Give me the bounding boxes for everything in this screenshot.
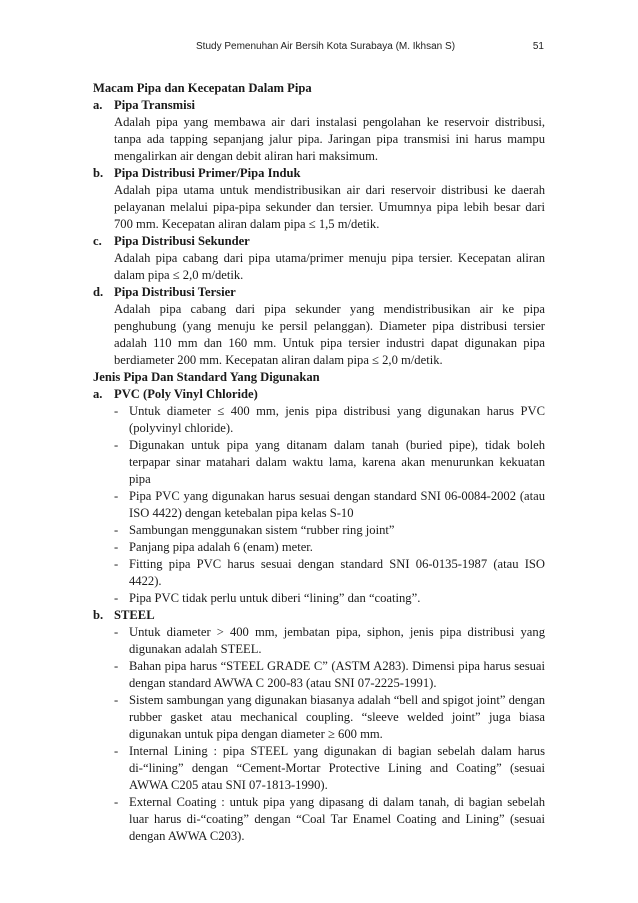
- pipe-item-distribusi-primer: [93, 165, 545, 233]
- item-label: b.: [93, 608, 104, 622]
- section-heading-pipe-types-velocity: Macam Pipa dan Kecepatan Dalam Pipa: [93, 81, 312, 95]
- bullet-dash: -: [114, 659, 119, 673]
- list-item: [114, 794, 545, 845]
- list-item: [114, 658, 545, 692]
- list-item-text: Fitting pipa PVC harus sesuai dengan standard SNI 06-0135-1987 (atau ISO 4422).: [129, 557, 545, 588]
- list-item-text: Untuk diameter > 400 mm, jembatan pipa, siphon, jenis pipa distribusi yang digunakan adalah STEEL.: [129, 625, 545, 656]
- item-paragraph: Adalah pipa yang membawa air dari instalasi pengolahan ke reservoir distribusi, tanpa ada tapping sepanjang jalur pipa. Jaringan pipa transmisi ini harus mampu mengalirkan air dengan debit aliran hari maksimum.: [114, 115, 545, 163]
- pipe-item-transmisi: [93, 97, 545, 165]
- list-item-text: Pipa PVC tidak perlu untuk diberi “lining” dan “coating”.: [129, 591, 421, 605]
- page-number: 51: [532, 41, 544, 52]
- list-item-text: Panjang pipa adalah 6 (enam) meter.: [129, 540, 313, 554]
- item-label: a.: [93, 387, 103, 401]
- page-body: [93, 80, 545, 845]
- bullet-dash: -: [114, 438, 119, 452]
- bullet-dash: -: [114, 489, 119, 503]
- item-paragraph: Adalah pipa cabang dari pipa utama/primer menuju pipa tersier. Kecepatan aliran dalam pipa ≤ 2,0 m/detik.: [114, 251, 545, 282]
- item-title: Pipa Distribusi Sekunder: [114, 234, 250, 248]
- pipe-type-pvc: [93, 386, 545, 607]
- item-title: Pipa Distribusi Primer/Pipa Induk: [114, 166, 301, 180]
- bullet-dash: -: [114, 625, 119, 639]
- pipe-type-steel: [93, 607, 545, 845]
- item-label: b.: [93, 166, 104, 180]
- list-item: [114, 522, 545, 539]
- steel-bullet-list: [93, 624, 545, 845]
- list-item-text: Sambungan menggunakan sistem “rubber ring joint”: [129, 523, 395, 537]
- bullet-dash: -: [114, 693, 119, 707]
- list-item: [114, 590, 545, 607]
- list-item: [114, 539, 545, 556]
- list-item-text: Untuk diameter ≤ 400 mm, jenis pipa distribusi yang digunakan harus PVC (polyvinyl chloride).: [129, 404, 545, 435]
- bullet-dash: -: [114, 795, 119, 809]
- bullet-dash: -: [114, 523, 119, 537]
- section-heading-pipe-standards: Jenis Pipa Dan Standard Yang Digunakan: [93, 370, 320, 384]
- bullet-dash: -: [114, 744, 119, 758]
- list-item: [114, 624, 545, 658]
- list-item-text: Sistem sambungan yang digunakan biasanya adalah “bell and spigot joint” dengan rubber gasket atau mechanical coupling. “sleeve welded joint” juga biasa digunakan untuk pipa dengan diameter ≥ 600 mm.: [129, 693, 545, 741]
- bullet-dash: -: [114, 591, 119, 605]
- item-label: c.: [93, 234, 102, 248]
- item-title: PVC (Poly Vinyl Chloride): [114, 387, 258, 401]
- pvc-bullet-list: [93, 403, 545, 607]
- item-title: Pipa Transmisi: [114, 98, 196, 112]
- pipe-item-distribusi-tersier: [93, 284, 545, 369]
- list-item: [114, 556, 545, 590]
- list-item-text: External Coating : untuk pipa yang dipasang di dalam tanah, di bagian sebelah luar harus di-“coating” dengan “Coal Tar Enamel Coating and Lining” (sesuai dengan AWWA C203).: [129, 795, 545, 843]
- list-item: [114, 692, 545, 743]
- bullet-dash: -: [114, 557, 119, 571]
- list-item-text: Bahan pipa harus “STEEL GRADE C” (ASTM A283). Dimensi pipa harus sesuai dengan standard AWWA C 200-83 (atau SNI 07-2225-1991).: [129, 659, 545, 690]
- list-item-text: Pipa PVC yang digunakan harus sesuai dengan standard SNI 06-0084-2002 (atau ISO 4422) dengan ketebalan pipa kelas S-10: [129, 489, 545, 520]
- item-title: Pipa Distribusi Tersier: [114, 285, 236, 299]
- item-title: STEEL: [114, 608, 155, 622]
- bullet-dash: -: [114, 404, 119, 418]
- list-item: [114, 488, 545, 522]
- list-item: [114, 743, 545, 794]
- list-item: [114, 437, 545, 488]
- list-item: [114, 403, 545, 437]
- running-title: Study Pemenuhan Air Bersih Kota Surabaya (M. Ikhsan S): [196, 41, 456, 52]
- bullet-dash: -: [114, 540, 119, 554]
- item-paragraph: Adalah pipa utama untuk mendistribusikan air dari reservoir distribusi ke daerah pelayanan melalui pipa-pipa sekunder dan tersier. Umumnya pipa lebih besar dari 700 mm. Kecepatan aliran dalam pipa ≤ 1,5 m/detik.: [114, 183, 545, 231]
- list-item-text: Digunakan untuk pipa yang ditanam dalam tanah (buried pipe), tidak boleh terpapar sinar matahari dalam waktu lama, karena akan menurunkan kekuatan pipa: [129, 438, 545, 486]
- list-item-text: Internal Lining : pipa STEEL yang digunakan di bagian sebelah dalam harus di-“lining” dengan “Cement-Mortar Protective Lining and Coating” (sesuai AWWA C205 atau SNI 07-1813-1990).: [129, 744, 545, 792]
- item-paragraph: Adalah pipa cabang dari pipa sekunder yang mendistribusikan air ke pipa penghubung (yang menuju ke persil pelanggan). Diameter pipa distribusi tersier adalah 110 mm dan 160 mm. Untuk pipa tersier industri dapat digunakan pipa berdiameter 200 mm. Kecepatan aliran dalam pipa ≤ 2,0 m/detik.: [114, 302, 545, 367]
- item-label: a.: [93, 98, 103, 112]
- pipe-item-distribusi-sekunder: [93, 233, 545, 284]
- item-label: d.: [93, 285, 104, 299]
